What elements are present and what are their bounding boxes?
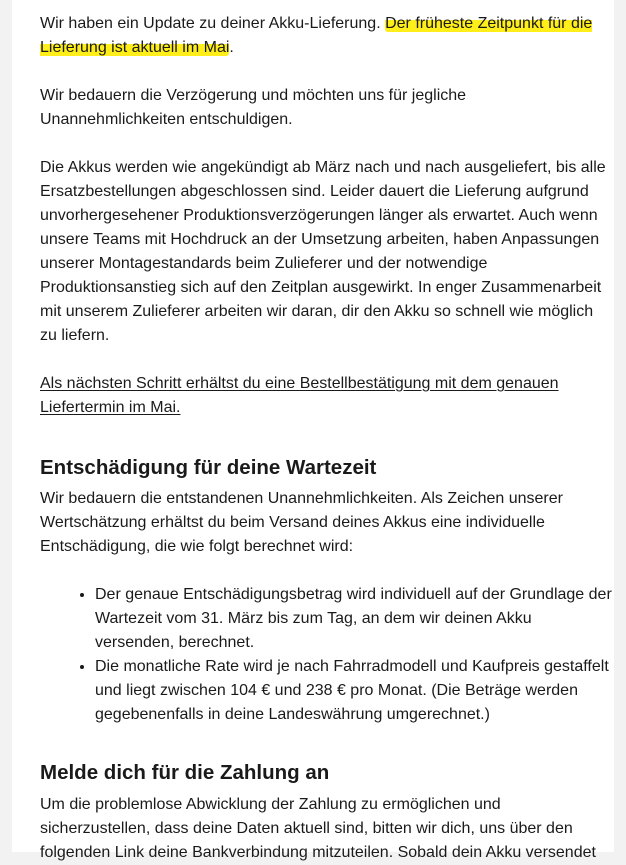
- update-text: Wir haben ein Update zu deiner Akku-Lieferung.: [40, 15, 386, 32]
- next-step-paragraph: [40, 372, 612, 420]
- apology-paragraph: Wir bedauern die Verzögerung und möchten uns für jegliche Unannehmlichkeiten entschuldigen.: [40, 87, 467, 128]
- list-item: • Der genaue Entschädigungsbetrag wird individuell auf der Grundlage der Wartezeit vom 31. März bis zum Tag, an dem wir deinen Akku versenden, berechnet.: [95, 583, 612, 655]
- email-card: [12, 0, 614, 861]
- list-item: • Die monatliche Rate wird je nach Fahrradmodell und Kaufpreis gestaffelt und liegt zwischen 104 € und 238 € pro Monat. (Die Beträge werden gegebenenfalls in deine Landeswährung umgerechnet.): [95, 655, 612, 727]
- next-step-link[interactable]: Als nächsten Schritt erhältst du eine Bestellbestätigung mit dem genauen Liefertermin im Mai.: [40, 375, 559, 416]
- update-period: .: [229, 39, 234, 56]
- payment-intro: Um die problemlose Abwicklung der Zahlung zu ermöglichen und sicherzustellen, dass deine Daten aktuell sind, bitten wir dich, uns über den folgenden Link deine Bankverbindung mitzuteilen. Sobald dein Akku versendet: [40, 796, 596, 861]
- highlighted-delivery-date: Der früheste Zeitpunkt für die Lieferung ist aktuell im Mai: [40, 15, 593, 56]
- delivery-paragraph: Die Akkus werden wie angekündigt ab März nach und nach ausgeliefert, bis alle Ersatzbestellungen abgeschlossen sind. Leider dauert die Lieferung aufgrund unvorhergesehener Produktionsverzögerungen länger als erwartet. Auch wenn unsere Teams mit Hochdruck an der Umsetzung arbeiten, haben Anpassungen unserer Montagestandards beim Zulieferer und der notwendige Produktionsanstieg sich auf den Zeitplan ausgewirkt. In enger Zusammenarbeit mit unserem Zulieferer arbeiten wir daran, dir den Akku so schnell wie möglich zu liefern.: [40, 159, 606, 344]
- compensation-heading: Entschädigung für deine Wartezeit: [40, 456, 377, 479]
- email-body: [40, 0, 612, 865]
- compensation-intro: Wir bedauern die entstandenen Unannehmlichkeiten. Als Zeichen unserer Wertschätzung erhältst du beim Versand deines Akkus eine individuelle Entschädigung, die wie folgt berechnet wird:: [40, 490, 563, 555]
- update-paragraph: [40, 12, 612, 60]
- compensation-list: [40, 583, 612, 727]
- payment-heading: Melde dich für die Zahlung an: [40, 761, 330, 784]
